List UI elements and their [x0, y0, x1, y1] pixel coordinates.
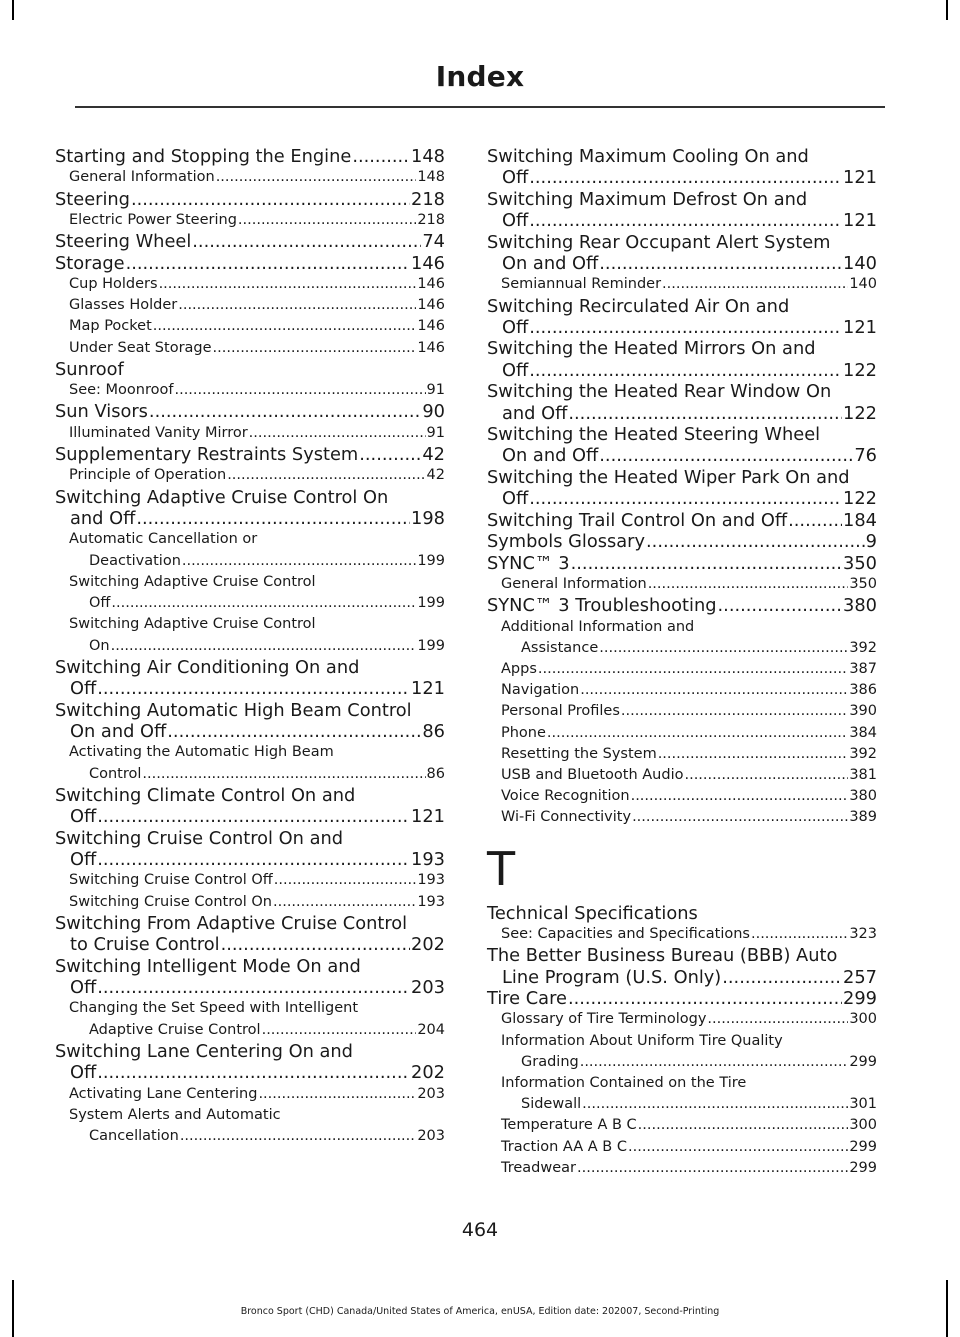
- index-subentry[interactable]: [55, 1105, 445, 1147]
- dot-leader: [529, 210, 842, 231]
- index-entry[interactable]: [487, 467, 877, 510]
- index-entry-title-line: Changing the Set Speed with Intelligent: [69, 1000, 359, 1017]
- dot-leader: [599, 638, 848, 659]
- page-reference: 146: [417, 339, 445, 356]
- dot-leader: [658, 744, 849, 765]
- page-reference: 148: [411, 146, 445, 167]
- page-reference: 146: [417, 318, 445, 335]
- page-reference: 122: [843, 402, 877, 424]
- index-entry-title: Adaptive Cruise Control: [89, 1021, 261, 1038]
- dot-leader: [126, 253, 410, 274]
- index-entry-title: Off: [70, 806, 97, 828]
- index-subentry[interactable]: [55, 614, 445, 656]
- index-entry[interactable]: [55, 956, 445, 999]
- index-entry-title: Phone: [501, 724, 546, 741]
- page-reference: 199: [417, 637, 445, 654]
- dot-leader: [111, 593, 416, 614]
- page-reference: 140: [843, 253, 877, 275]
- index-entry-title: Grading: [521, 1053, 579, 1070]
- index-entry-title-line: Switching Automatic High Beam Control: [55, 699, 412, 721]
- index-entry-title-line: Switching Air Conditioning On and: [55, 656, 360, 678]
- index-entry-title: Sunroof: [55, 358, 124, 380]
- index-entry-title: Personal Profiles: [501, 703, 620, 720]
- index-entry-title: See: Moonroof: [69, 382, 174, 399]
- page-reference: 122: [843, 488, 877, 510]
- dot-leader: [568, 988, 842, 1009]
- dot-leader: [722, 967, 842, 988]
- dot-leader: [131, 189, 410, 210]
- dot-leader: [529, 167, 842, 188]
- index-subentry[interactable]: [487, 744, 877, 765]
- index-entry-title-line: Switching the Heated Rear Window On: [487, 381, 832, 403]
- index-entry-title-line: Switching the Heated Wiper Park On and: [487, 466, 850, 488]
- page-reference: 146: [411, 252, 445, 274]
- dot-leader: [580, 1052, 849, 1073]
- page-reference: 350: [849, 575, 877, 592]
- index-entry-title: Map Pocket: [69, 318, 152, 335]
- index-entry[interactable]: [487, 903, 877, 924]
- index-entry-title: Steering Wheel: [55, 231, 192, 253]
- page-reference: 389: [849, 809, 877, 826]
- index-entry-title: Assistance: [521, 639, 599, 656]
- index-subentry[interactable]: [55, 295, 445, 316]
- dot-leader: [751, 924, 848, 945]
- page-reference: 199: [417, 552, 445, 569]
- dot-leader: [538, 659, 848, 680]
- index-entry-title: Resetting the System: [501, 745, 657, 762]
- page-reference: 203: [417, 1128, 445, 1145]
- page-reference: 350: [843, 552, 877, 574]
- index-entry-title: Traction AA A B C: [501, 1138, 627, 1155]
- index-entry[interactable]: [487, 296, 877, 339]
- index-subentry[interactable]: [487, 1137, 877, 1158]
- dot-leader: [359, 444, 421, 465]
- page-reference: 392: [849, 639, 877, 656]
- index-entry[interactable]: [55, 913, 445, 956]
- page-reference: 386: [849, 682, 877, 699]
- dot-leader: [638, 1115, 849, 1136]
- index-entry-title: Glossary of Tire Terminology: [501, 1011, 707, 1028]
- index-entry[interactable]: [55, 785, 445, 828]
- index-entry-title: Symbols Glossary: [487, 531, 646, 553]
- index-entry-title: Activating Lane Centering: [69, 1085, 258, 1102]
- dot-leader: [632, 807, 848, 828]
- dot-leader: [111, 636, 417, 657]
- page-reference: 42: [426, 467, 445, 484]
- page-reference: 90: [422, 401, 445, 423]
- dot-leader: [571, 553, 842, 574]
- page-reference: 218: [417, 212, 445, 229]
- index-entry-title-line: Switching Maximum Cooling On and: [487, 146, 809, 167]
- index-entry-title-line: Switching Adaptive Cruise Control: [69, 616, 316, 633]
- page-reference: 301: [849, 1096, 877, 1113]
- index-entry-title-line: Switching Cruise Control On and: [55, 827, 344, 849]
- index-entry-title: Principle of Operation: [69, 467, 227, 484]
- index-entry-title: Line Program (U.S. Only): [502, 966, 722, 988]
- index-entry-title: SYNC™ 3: [487, 552, 570, 574]
- page-reference: 184: [843, 509, 877, 531]
- index-entry-title-line: Switching Maximum Defrost On and: [487, 188, 808, 210]
- dot-leader: [529, 488, 842, 509]
- index-subentry[interactable]: [55, 316, 445, 337]
- page-reference: 380: [843, 595, 877, 617]
- index-entry-title: Off: [70, 678, 97, 700]
- dot-leader: [97, 806, 410, 827]
- index-entry[interactable]: [55, 700, 445, 743]
- dot-leader: [599, 445, 853, 466]
- index-entry[interactable]: [487, 945, 877, 988]
- dot-leader: [153, 316, 417, 337]
- dot-leader: [216, 167, 417, 188]
- page-reference: 257: [843, 966, 877, 988]
- index-subentry[interactable]: [487, 1073, 877, 1115]
- index-entry[interactable]: [487, 510, 877, 531]
- page-reference: 203: [411, 976, 445, 998]
- index-entry-title: Electric Power Steering: [69, 212, 237, 229]
- page-reference: 202: [411, 1062, 445, 1084]
- index-entry[interactable]: [55, 401, 445, 422]
- dot-leader: [621, 701, 848, 722]
- index-subentry[interactable]: [55, 1084, 445, 1105]
- dot-leader: [221, 934, 410, 955]
- crop-mark-top-right: [946, 0, 948, 20]
- index-subentry[interactable]: [55, 380, 445, 401]
- index-entry-title-line: Activating the Automatic High Beam: [69, 744, 334, 761]
- index-entry-title: Off: [70, 1062, 97, 1084]
- page-reference: 121: [843, 317, 877, 339]
- index-subentry[interactable]: [55, 742, 445, 784]
- page-reference: 148: [417, 169, 445, 186]
- dot-leader: [273, 892, 416, 913]
- index-entry-title-line: Switching Climate Control On and: [55, 784, 356, 806]
- dot-leader: [631, 786, 849, 807]
- dot-leader: [97, 1062, 410, 1083]
- dot-leader: [97, 849, 410, 870]
- index-subentry[interactable]: [487, 574, 877, 595]
- page-reference: 9: [865, 531, 877, 553]
- index-subentry[interactable]: [487, 723, 877, 744]
- dot-leader: [582, 1094, 848, 1115]
- dot-leader: [684, 765, 848, 786]
- index-entry-title: Supplementary Restraints System: [55, 444, 359, 466]
- page-reference: 193: [417, 872, 445, 889]
- index-entry-title-line: Switching Rear Occupant Alert System: [487, 231, 831, 253]
- index-subentry[interactable]: [487, 1115, 877, 1136]
- index-entry-title: Semiannual Reminder: [501, 276, 662, 293]
- index-entry-title-line: Switching Adaptive Cruise Control: [69, 573, 316, 590]
- index-letter-heading: T: [487, 841, 516, 896]
- page-reference: 121: [843, 210, 877, 232]
- dot-leader: [718, 595, 843, 616]
- index-entry[interactable]: [55, 487, 445, 530]
- index-column-right: [487, 146, 877, 1179]
- page-reference: 202: [411, 934, 445, 956]
- dot-leader: [274, 870, 417, 891]
- dot-leader: [580, 680, 848, 701]
- dot-leader: [529, 360, 842, 381]
- index-subentry[interactable]: [487, 765, 877, 786]
- header-divider: [75, 106, 885, 108]
- page-reference: 74: [422, 231, 445, 253]
- index-entry-title: Switching Cruise Control Off: [69, 872, 273, 889]
- dot-leader: [159, 274, 417, 295]
- index-subentry[interactable]: [55, 167, 445, 188]
- index-entry[interactable]: [487, 424, 877, 467]
- page-reference: 392: [849, 745, 877, 762]
- index-entry[interactable]: [487, 988, 877, 1009]
- page-reference: 146: [417, 297, 445, 314]
- page-reference: 121: [411, 806, 445, 828]
- index-subentry[interactable]: [55, 338, 445, 359]
- dot-leader: [227, 465, 425, 486]
- index-entry[interactable]: [487, 381, 877, 424]
- index-entry-title: On and Off: [70, 720, 167, 742]
- index-subentry[interactable]: [487, 617, 877, 659]
- index-subentry[interactable]: [55, 529, 445, 571]
- page-reference: 121: [843, 167, 877, 189]
- index-entry-title-line: Information About Uniform Tire Quality: [501, 1032, 783, 1049]
- dot-leader: [529, 317, 842, 338]
- index-entry-title: Voice Recognition: [501, 788, 630, 805]
- index-entry-title: Sidewall: [521, 1096, 582, 1113]
- dot-leader: [167, 721, 421, 742]
- index-entry-title: Sun Visors: [55, 401, 148, 423]
- dot-leader: [136, 508, 410, 529]
- index-entry-title: Cancellation: [89, 1128, 179, 1145]
- index-entry-title-line: Switching Intelligent Mode On and: [55, 955, 361, 977]
- index-entry-title-line: Switching Adaptive Cruise Control On: [55, 486, 389, 508]
- page-number: 464: [461, 1219, 499, 1241]
- index-entry[interactable]: [487, 531, 877, 552]
- index-entry-title: General Information: [69, 169, 215, 186]
- page-reference: 381: [849, 766, 877, 783]
- index-entry[interactable]: [487, 146, 877, 189]
- page-reference: 86: [426, 765, 445, 782]
- index-entry-title: Off: [502, 167, 529, 189]
- index-entry-title: to Cruise Control: [70, 934, 220, 956]
- index-subentry[interactable]: [487, 680, 877, 701]
- index-subentry[interactable]: [55, 210, 445, 231]
- dot-leader: [568, 403, 842, 424]
- index-entry-title: Tire Care: [487, 987, 567, 1009]
- index-entry-title: On: [89, 637, 110, 654]
- page-reference: 323: [849, 925, 877, 942]
- index-entry[interactable]: [55, 231, 445, 252]
- page-reference: 204: [417, 1021, 445, 1038]
- index-entry-title: On and Off: [502, 253, 599, 275]
- index-entry-title: Wi-Fi Connectivity: [501, 809, 632, 826]
- index-entry[interactable]: [487, 189, 877, 232]
- index-entry-title: Apps: [501, 660, 537, 677]
- dot-leader: [180, 1126, 417, 1147]
- index-entry[interactable]: [55, 359, 445, 380]
- dot-leader: [258, 1084, 416, 1105]
- dot-leader: [547, 723, 848, 744]
- page-reference: 140: [849, 276, 877, 293]
- dot-leader: [149, 401, 421, 422]
- index-entry-title: Off: [70, 976, 97, 998]
- dot-leader: [788, 510, 842, 531]
- dot-leader: [262, 1020, 417, 1041]
- crop-mark-top-left: [12, 0, 14, 20]
- index-entry-title-line: Additional Information and: [501, 618, 695, 635]
- index-subentry[interactable]: [55, 572, 445, 614]
- index-entry-title: Under Seat Storage: [69, 339, 212, 356]
- footer-edition-text: Bronco Sport (CHD) Canada/United States of America, enUSA, Edition date: 202007, Second-Printing: [240, 1306, 720, 1317]
- dot-leader: [182, 551, 416, 572]
- index-entry[interactable]: [55, 828, 445, 871]
- page-reference: 91: [426, 424, 445, 441]
- index-entry-title: SYNC™ 3 Troubleshooting: [487, 595, 717, 617]
- page-reference: 146: [417, 276, 445, 293]
- index-entry-title: Temperature A B C: [501, 1117, 637, 1134]
- page-reference: 299: [849, 1138, 877, 1155]
- dot-leader: [97, 678, 410, 699]
- page-reference: 91: [426, 382, 445, 399]
- page-reference: 193: [411, 848, 445, 870]
- index-entry-title-line: The Better Business Bureau (BBB) Auto: [487, 945, 838, 967]
- index-entry[interactable]: [487, 595, 877, 616]
- index-subentry[interactable]: [487, 274, 877, 295]
- page-reference: 121: [411, 678, 445, 700]
- dot-leader: [238, 210, 416, 231]
- index-column-left: [55, 146, 445, 1147]
- index-subentry[interactable]: [55, 892, 445, 913]
- index-entry-title: Off: [70, 848, 97, 870]
- index-entry-title: Off: [502, 359, 529, 381]
- index-subentry[interactable]: [55, 998, 445, 1040]
- dot-leader: [577, 1158, 848, 1179]
- index-subentry[interactable]: [487, 1031, 877, 1073]
- page-reference: 42: [422, 444, 445, 466]
- index-subentry[interactable]: [487, 701, 877, 722]
- index-entry-title: USB and Bluetooth Audio: [501, 766, 684, 783]
- index-entry-title: Glasses Holder: [69, 297, 178, 314]
- index-subentry[interactable]: [487, 1009, 877, 1030]
- index-entry-title: Starting and Stopping the Engine: [55, 146, 352, 167]
- page-reference: 299: [849, 1159, 877, 1176]
- page-reference: 193: [417, 893, 445, 910]
- index-entry[interactable]: [55, 657, 445, 700]
- page-reference: 300: [849, 1117, 877, 1134]
- index-entry[interactable]: [487, 553, 877, 574]
- index-subentry[interactable]: [55, 274, 445, 295]
- index-entry-title: General Information: [501, 575, 647, 592]
- index-subentry[interactable]: [487, 786, 877, 807]
- page-reference: 384: [849, 724, 877, 741]
- index-entry[interactable]: [487, 338, 877, 381]
- dot-leader: [142, 764, 425, 785]
- index-entry-title-line: Switching Lane Centering On and: [55, 1040, 353, 1062]
- index-entry-title: Illuminated Vanity Mirror: [69, 424, 248, 441]
- page-reference: 390: [849, 703, 877, 720]
- index-entry[interactable]: [55, 146, 445, 167]
- index-entry-title: Switching Cruise Control On: [69, 893, 272, 910]
- index-entry-title: Off: [89, 595, 111, 612]
- index-entry-title: Storage: [55, 252, 125, 274]
- page-reference: 300: [849, 1011, 877, 1028]
- index-entry-title-line: Switching the Heated Mirrors On and: [487, 338, 816, 360]
- index-subentry[interactable]: [487, 1158, 877, 1179]
- index-subentry[interactable]: [55, 423, 445, 444]
- index-entry-title-line: Switching From Adaptive Cruise Control: [55, 912, 408, 934]
- index-entry-title: Deactivation: [89, 552, 181, 569]
- index-entry-title: and Off: [502, 402, 568, 424]
- dot-leader: [628, 1137, 848, 1158]
- index-entry-title: Steering: [55, 188, 130, 210]
- dot-leader: [352, 146, 410, 167]
- index-entry-title: Switching Trail Control On and Off: [487, 509, 788, 531]
- index-entry-title: Cup Holders: [69, 276, 158, 293]
- index-entry-title-line: System Alerts and Automatic: [69, 1106, 281, 1123]
- index-entry-title-line: Information Contained on the Tire: [501, 1075, 747, 1091]
- page-reference: 198: [411, 508, 445, 530]
- dot-leader: [648, 574, 849, 595]
- index-entry[interactable]: [55, 1041, 445, 1084]
- index-subentry[interactable]: [487, 659, 877, 680]
- index-subentry[interactable]: [487, 807, 877, 828]
- index-subentry[interactable]: [55, 870, 445, 891]
- dot-leader: [97, 977, 410, 998]
- index-entry[interactable]: [55, 189, 445, 210]
- dot-leader: [646, 531, 865, 552]
- page-reference: 387: [849, 660, 877, 677]
- index-entry-title: Off: [502, 317, 529, 339]
- dot-leader: [178, 295, 416, 316]
- page-reference: 299: [849, 1053, 877, 1070]
- index-entry-title: and Off: [70, 508, 136, 530]
- dot-leader: [174, 380, 425, 401]
- index-entry-title: Control: [89, 765, 142, 782]
- page-reference: 86: [422, 720, 445, 742]
- index-entry-title-line: Switching Recirculated Air On and: [487, 295, 790, 317]
- dot-leader: [192, 231, 421, 252]
- index-entry-title: See: Capacities and Specifications: [501, 925, 750, 942]
- index-entry[interactable]: [487, 232, 877, 275]
- page-reference: 76: [854, 445, 877, 467]
- index-entry-title: Technical Specifications: [487, 902, 698, 924]
- page-reference: 218: [411, 188, 445, 210]
- index-entry-title-line: Switching the Heated Steering Wheel: [487, 424, 821, 446]
- page-title: Index: [435, 60, 525, 93]
- index-entry-title: Navigation: [501, 682, 580, 699]
- dot-leader: [599, 253, 842, 274]
- index-entry-title-line: Automatic Cancellation or: [69, 531, 258, 548]
- index-entry[interactable]: [55, 444, 445, 465]
- index-entry-title: Treadwear: [501, 1159, 577, 1176]
- index-subentry[interactable]: [55, 465, 445, 486]
- page-reference: 122: [843, 359, 877, 381]
- dot-leader: [249, 423, 426, 444]
- index-entry-title: Off: [502, 488, 529, 510]
- page-reference: 199: [417, 595, 445, 612]
- index-entry[interactable]: [55, 253, 445, 274]
- dot-leader: [662, 274, 848, 295]
- dot-leader: [213, 338, 417, 359]
- page-reference: 380: [849, 788, 877, 805]
- dot-leader: [707, 1009, 848, 1030]
- page-reference: 203: [417, 1085, 445, 1102]
- index-entry-title: Off: [502, 210, 529, 232]
- page-reference: 299: [843, 987, 877, 1009]
- index-subentry[interactable]: [487, 924, 877, 945]
- index-entry-title: On and Off: [502, 445, 599, 467]
